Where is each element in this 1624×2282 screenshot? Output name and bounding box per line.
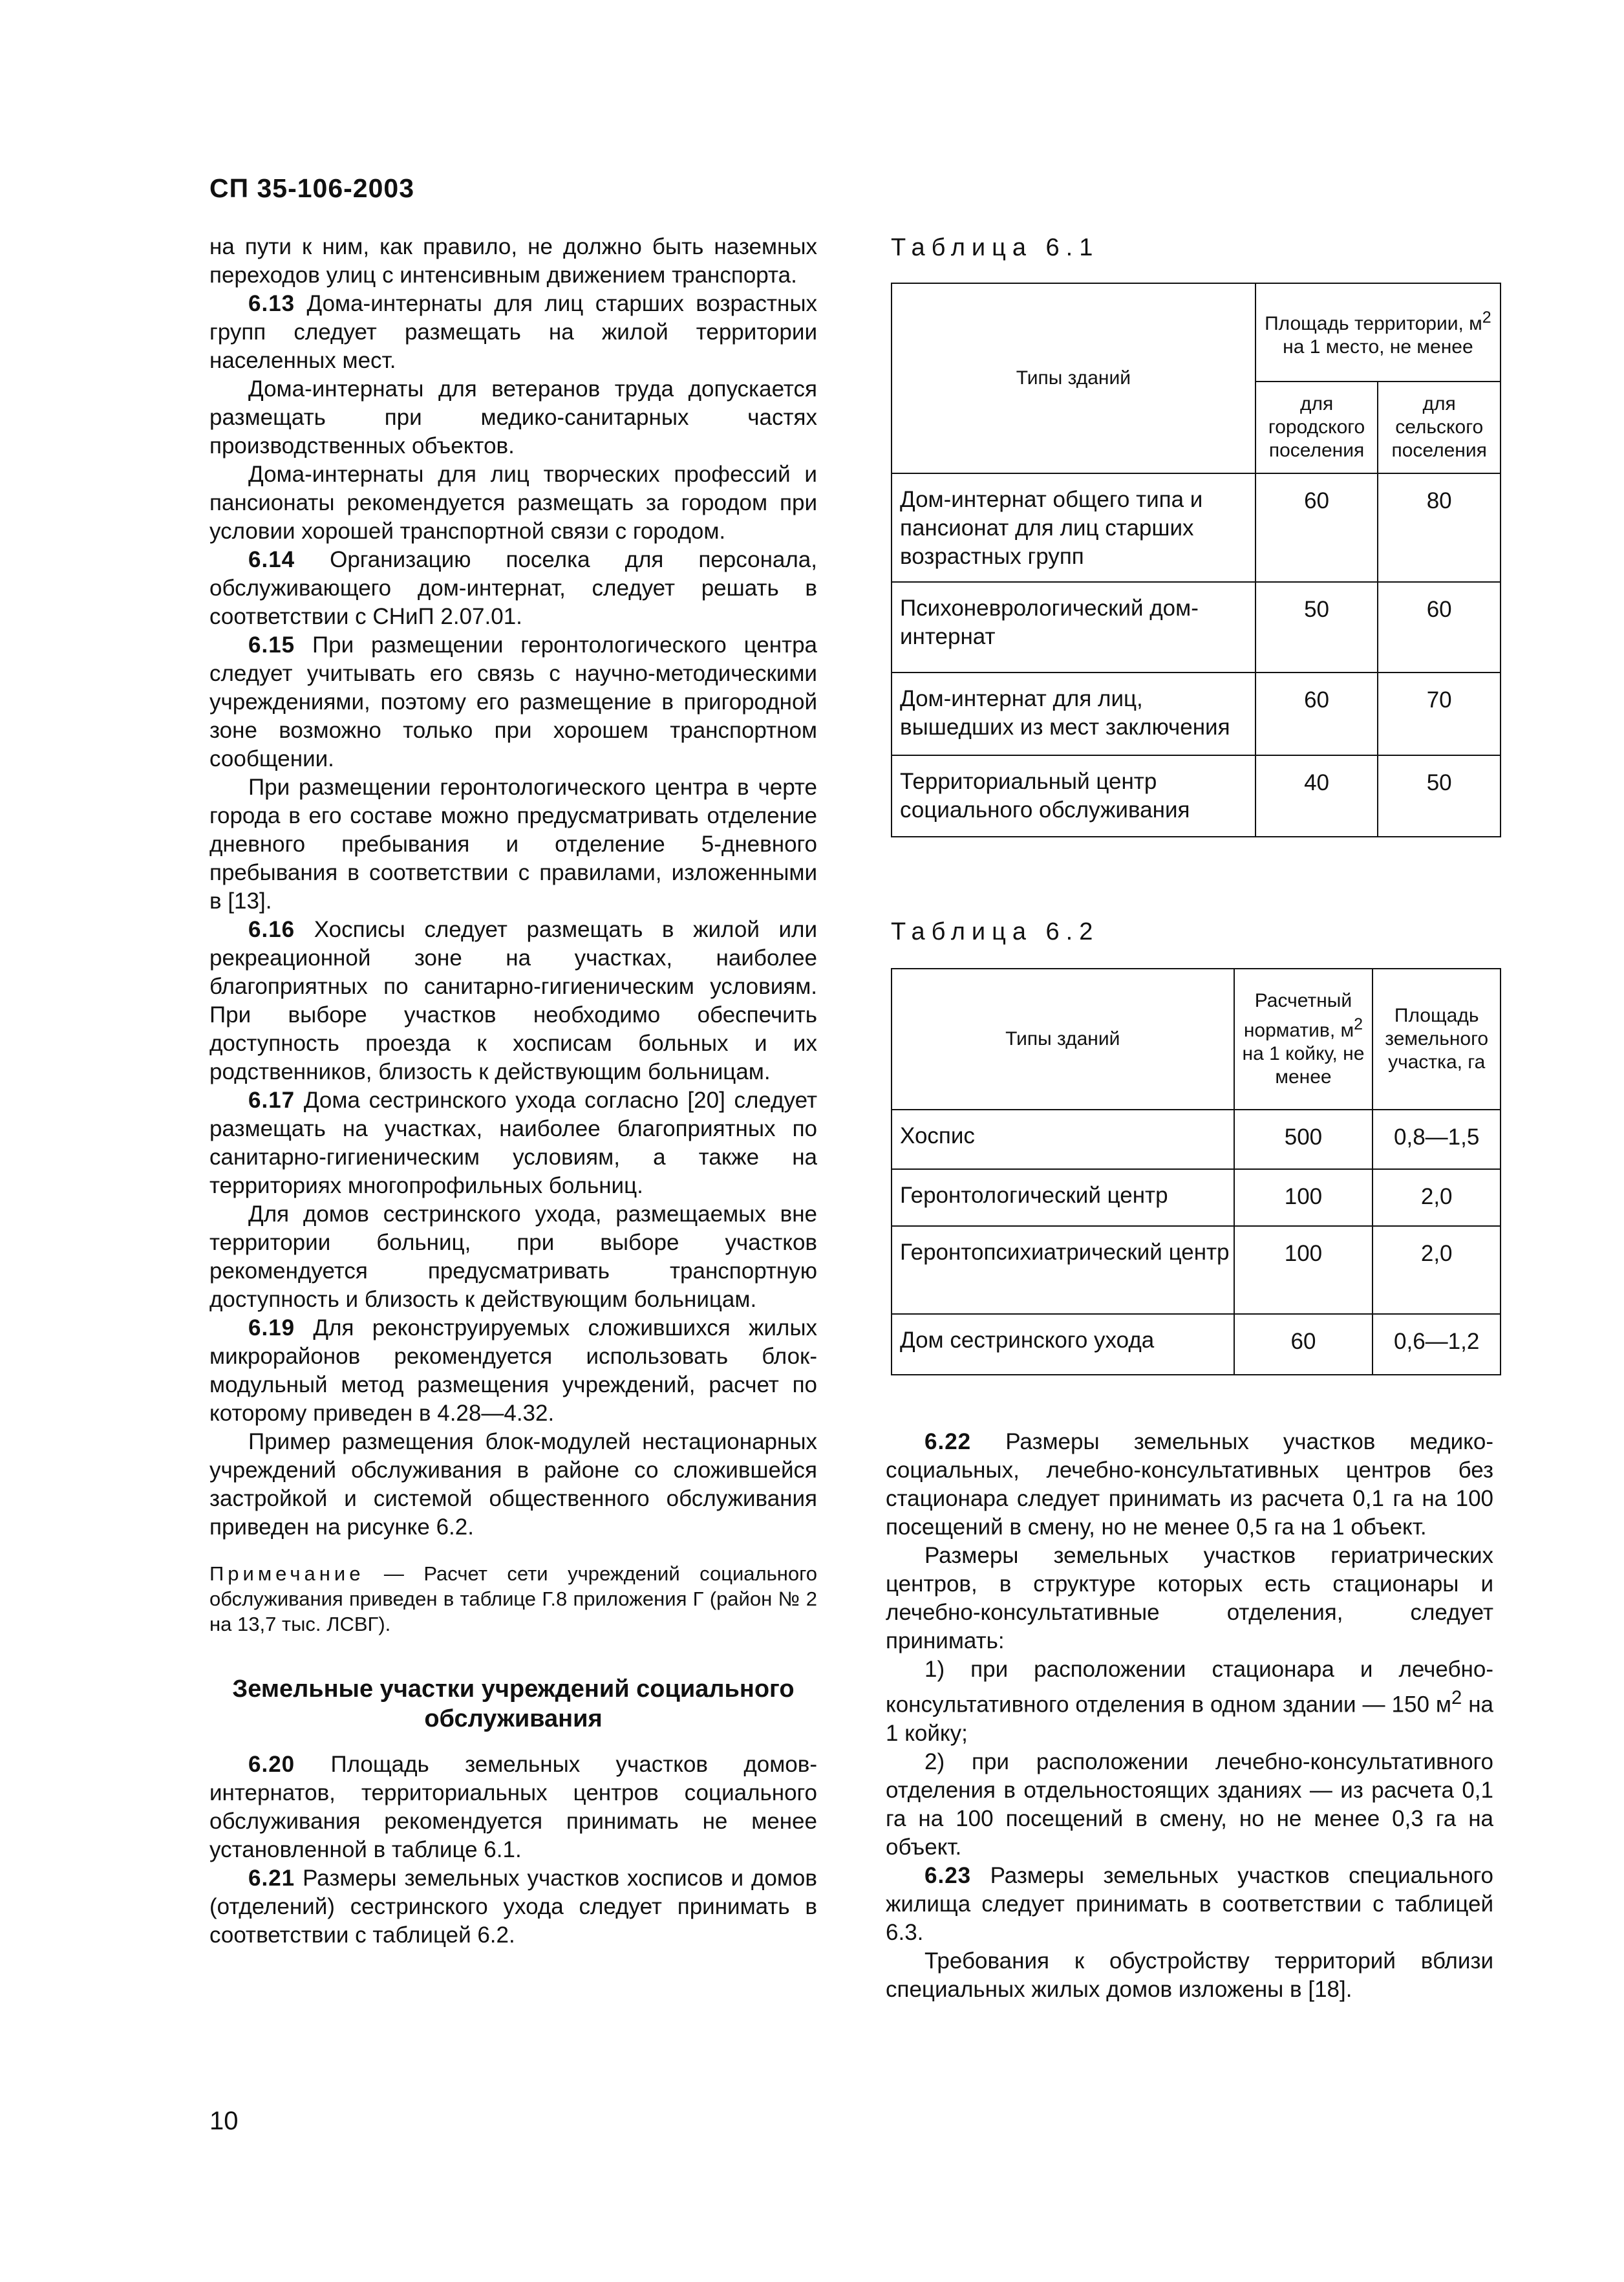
superscript: 2 xyxy=(1354,1015,1363,1033)
clause-text: Хосписы следует размещать в жилой или рекреационной зоне на участках, наиболее благоприятных по санитарно-гигиеническим условиям. При выборе участков необходимо обеспечить доступность проезда к хосписам больных и их родственников, близость к действующим больницам. xyxy=(209,917,817,1084)
paragraph: на пути к ним, как правило, не должно быть наземных переходов улиц с интенсивным движением транспорта. xyxy=(209,234,817,288)
cell-norm-value: 60 xyxy=(1234,1314,1373,1375)
clause-6-14 xyxy=(209,546,817,631)
cell-urban-value: 50 xyxy=(1255,582,1378,673)
paragraph: Для домов сестринского ухода, размещаемых вне территории больниц, при выборе участков рекомендуется предусматривать транспортную доступность и близость к действующим больницам. xyxy=(209,1201,817,1312)
table-row xyxy=(892,582,1501,673)
left-text-column xyxy=(209,233,817,1950)
document-code: СП 35-106-2003 xyxy=(209,173,414,203)
cell-urban-value: 40 xyxy=(1255,755,1378,837)
table-6-2-caption: Таблица 6.2 xyxy=(891,918,1100,945)
paragraph: Требования к обустройству территорий вблизи специальных жилых домов изложены в [18]. xyxy=(886,1948,1493,2002)
cell-norm-value: 100 xyxy=(1234,1169,1373,1226)
header-building-type: Типы зданий xyxy=(892,283,1255,473)
cell-norm-value: 100 xyxy=(1234,1226,1373,1314)
list-text: 1) при расположении стационара и лечебно-консультативного отделения в одном здании — 150 м xyxy=(886,1657,1493,1717)
header-building-type: Типы зданий xyxy=(892,969,1234,1110)
clause-6-19 xyxy=(209,1314,817,1428)
table-row xyxy=(892,1169,1501,1226)
clause-number: 6.20 xyxy=(248,1752,295,1777)
header-plot-area: Площадь земельного участка, га xyxy=(1373,969,1501,1110)
clause-6-13 xyxy=(209,290,817,375)
table-6-1 xyxy=(891,283,1501,837)
clause-number: 6.22 xyxy=(924,1429,972,1454)
superscript: 2 xyxy=(1451,1688,1462,1708)
table-row xyxy=(892,473,1501,582)
table-row xyxy=(892,673,1501,755)
cell-rural-value: 70 xyxy=(1378,673,1501,755)
clause-text: Размеры земельных участков специального жилища следует принимать в соответствии с таблицей 6.3. xyxy=(886,1862,1493,1945)
cell-building-type: Дом-интернат общего типа и пансионат для лиц старших возрастных групп xyxy=(892,473,1255,582)
paragraph: Дома-интернаты для ветеранов труда допускается размещать при медико-санитарных частях производственных объектов. xyxy=(209,376,817,458)
clause-6-17 xyxy=(209,1086,817,1200)
cell-building-type: Дом-интернат для лиц, вышедших из мест заключения xyxy=(892,673,1255,755)
clause-6-21 xyxy=(209,1864,817,1950)
cell-norm-value: 500 xyxy=(1234,1110,1373,1169)
header-text: Расчетный норматив, м xyxy=(1243,990,1354,1041)
cell-building-type: Хоспис xyxy=(892,1110,1234,1169)
header-norm-per-bed xyxy=(1234,969,1373,1110)
table-row xyxy=(892,755,1501,837)
table-6-1-caption: Таблица 6.1 xyxy=(891,234,1100,261)
note xyxy=(209,1561,817,1637)
clause-number: 6.21 xyxy=(248,1866,295,1891)
clause-number: 6.15 xyxy=(248,632,295,658)
clause-text: Размеры земельных участков хосписов и домов (отделений) сестринского ухода следует принимать в соответствии с таблицей 6.2. xyxy=(209,1866,817,1948)
cell-building-type: Геронтопсихиатрический центр xyxy=(892,1226,1234,1314)
clause-text: При размещении геронтологического центра следует учитывать его связь с научно-методическими учреждениями, поэтому его размещение в пригородной зоне возможно только при хорошем транспортном сообщении. xyxy=(209,632,817,771)
header-urban: для городского поселения xyxy=(1255,382,1378,473)
cell-rural-value: 80 xyxy=(1378,473,1501,582)
clause-6-23 xyxy=(886,1862,1493,1947)
note-label: Примечание xyxy=(209,1562,365,1585)
header-text: на 1 койку, не менее xyxy=(1242,1043,1365,1088)
cell-building-type: Территориальный центр социального обслуживания xyxy=(892,755,1255,837)
cell-area-value: 0,6—1,2 xyxy=(1373,1314,1501,1375)
clause-6-15 xyxy=(209,631,817,773)
page-number: 10 xyxy=(209,2107,239,2135)
clause-text: Площадь земельных участков домов-интернатов, территориальных центров социального обслуживания рекомендуется принимать не менее установленной в таблице 6.1. xyxy=(209,1752,817,1862)
cell-urban-value: 60 xyxy=(1255,673,1378,755)
cell-area-value: 0,8—1,5 xyxy=(1373,1110,1501,1169)
cell-building-type: Геронтологический центр xyxy=(892,1169,1234,1226)
list-text: на 1 койку; xyxy=(886,1692,1493,1746)
header-text: Площадь территории, м xyxy=(1265,313,1482,334)
clause-6-22 xyxy=(886,1428,1493,1542)
table-6-2 xyxy=(891,968,1501,1375)
cell-rural-value: 50 xyxy=(1378,755,1501,837)
cell-rural-value: 60 xyxy=(1378,582,1501,673)
section-title: Земельные участки учреждений социального обслуживания xyxy=(232,1675,795,1732)
clause-number: 6.23 xyxy=(924,1862,972,1888)
list-item: 2) при расположении лечебно-консультативного отделения в отдельностоящих зданиях — из расчета 0,1 га на 100 посещений в смену, но не менее 0,3 га на объект. xyxy=(886,1749,1493,1860)
clause-text: Дома-интернаты для лиц старших возрастных групп следует размещать на жилой территории населенных мест. xyxy=(209,291,817,373)
right-text-column xyxy=(886,1428,1493,2004)
clause-text: Для реконструируемых сложившихся жилых микрорайонов рекомендуется использовать блок-модульный метод размещения учреждений, расчет по которому приведен в 4.28—4.32. xyxy=(209,1315,817,1426)
clause-6-16 xyxy=(209,916,817,1086)
clause-number: 6.13 xyxy=(248,291,295,316)
clause-text: Размеры земельных участков медико-социальных, лечебно-консультативных центров без стационара следует принимать из расчета 0,1 га на 100 посещений в смену, но не менее 0,5 га на 1 объект. xyxy=(886,1429,1493,1540)
table-row xyxy=(892,1314,1501,1375)
clause-number: 6.14 xyxy=(248,547,295,572)
paragraph: Пример размещения блок-модулей нестационарных учреждений обслуживания в районе со сложившейся застройкой и системой общественного обслуживания приведен на рисунке 6.2. xyxy=(209,1429,817,1540)
clause-number: 6.16 xyxy=(248,917,295,942)
table-row xyxy=(892,1226,1501,1314)
superscript: 2 xyxy=(1482,308,1491,327)
note-text: — Расчет сети учреждений социального обслуживания приведен в таблице Г.8 приложения Г (район № 2 на 13,7 тыс. ЛСВГ). xyxy=(209,1562,817,1635)
paragraph: При размещении геронтологического центра в черте города в его составе можно предусматривать отделение дневного пребывания и отделение 5-дневного пребывания в соответствии с правилами, изложенными в [13]. xyxy=(209,775,817,914)
cell-building-type: Психоневрологический дом-интернат xyxy=(892,582,1255,673)
cell-area-value: 2,0 xyxy=(1373,1169,1501,1226)
header-text: на 1 место, не менее xyxy=(1283,336,1473,358)
list-item xyxy=(886,1655,1493,1748)
clause-text: Дома сестринского ухода согласно [20] следует размещать на участках, наиболее благоприятных по санитарно-гигиеническим условиям, а также на территориях многопрофильных больниц. xyxy=(209,1088,817,1198)
table-row xyxy=(892,1110,1501,1169)
clause-text: Организацию поселка для персонала, обслуживающего дом-интернат, следует решать в соответствии с СНиП 2.07.01. xyxy=(209,547,817,629)
table-header-row xyxy=(892,283,1501,382)
cell-urban-value: 60 xyxy=(1255,473,1378,582)
clause-6-20 xyxy=(209,1750,817,1864)
header-area-per-place xyxy=(1255,283,1501,382)
paragraph: Дома-интернаты для лиц творческих профессий и пансионаты рекомендуется размещать за городом при условии хорошей транспортной связи с городом. xyxy=(209,462,817,544)
header-rural: для сельского поселения xyxy=(1378,382,1501,473)
clause-number: 6.17 xyxy=(248,1088,295,1113)
cell-building-type: Дом сестринского ухода xyxy=(892,1314,1234,1375)
clause-number: 6.19 xyxy=(248,1315,295,1340)
cell-area-value: 2,0 xyxy=(1373,1226,1501,1314)
paragraph: Размеры земельных участков гериатрических центров, в структуре которых есть стационары и лечебно-консультативные отделения, следует принимать: xyxy=(886,1543,1493,1653)
table-header-row xyxy=(892,969,1501,1110)
